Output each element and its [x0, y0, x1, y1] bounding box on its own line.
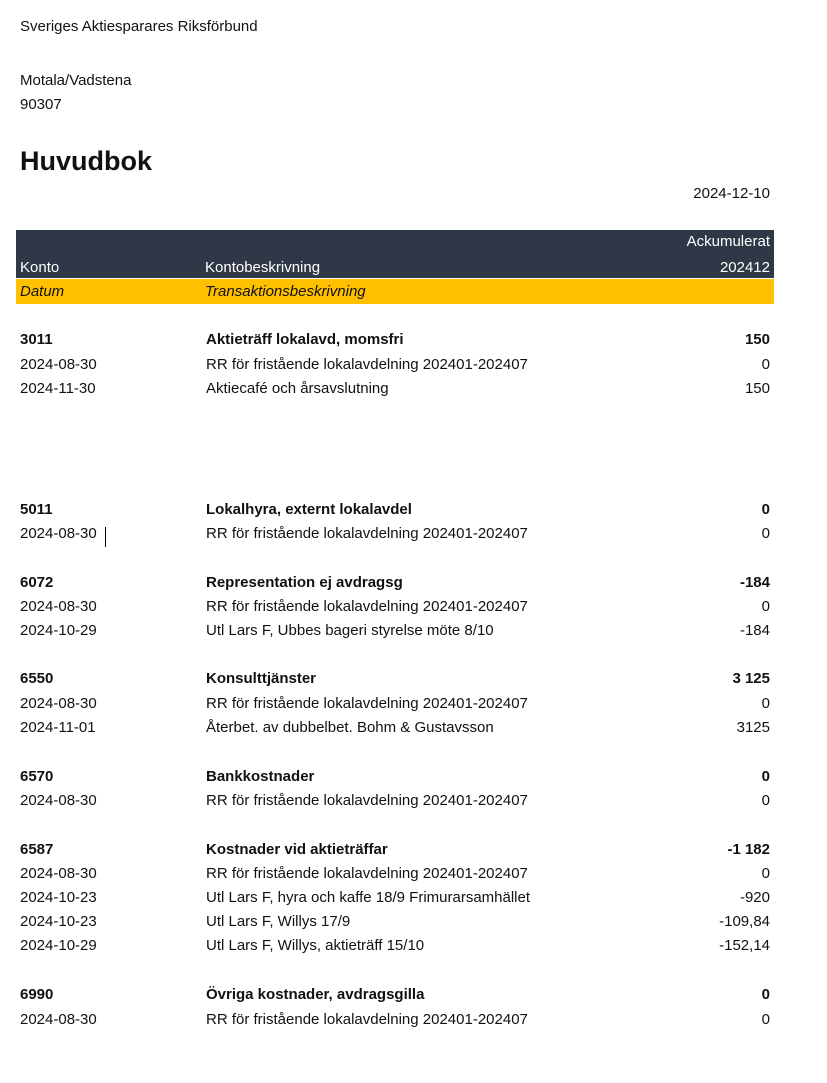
transaction-row: [20, 522, 770, 546]
account-total: 0: [761, 986, 770, 1003]
transaction-row: [20, 692, 770, 716]
transaction-amount: 3125: [736, 719, 770, 736]
account-name: Aktieträff lokalavd, momsfri: [206, 331, 404, 348]
transaction-date: 2024-11-30: [20, 380, 96, 397]
account-row: [20, 838, 770, 862]
transaction-amount: 0: [761, 598, 770, 615]
transaction-amount: 150: [744, 380, 770, 397]
transaction-desc: Återbet. av dubbelbet. Bohm & Gustavsson: [206, 719, 494, 736]
transaction-desc: RR för fristående lokalavdelning 202401-202407: [206, 792, 528, 809]
account-total: -1 182: [727, 841, 770, 858]
transaction-amount: 0: [761, 356, 770, 373]
account-name: Bankkostnader: [206, 768, 315, 785]
transaction-amount: 0: [761, 865, 770, 882]
transaction-date: 2024-10-23: [20, 913, 97, 930]
account-number: 6587: [20, 841, 54, 858]
account-total: 0: [761, 768, 770, 785]
account-name: Kostnader vid aktieträffar: [206, 841, 388, 858]
page-title: Huvudbok: [20, 146, 152, 176]
transaction-row: [20, 1008, 770, 1032]
transaction-amount: 0: [761, 792, 770, 809]
account-name: Övriga kostnader, avdragsgilla: [206, 986, 425, 1003]
transaction-row: [20, 619, 770, 643]
transaction-desc: Aktiecafé och årsavslutning: [206, 380, 389, 397]
transaction-row: [20, 934, 770, 958]
account-name: Konsulttjänster: [206, 670, 317, 687]
transaction-date: 2024-08-30: [20, 1011, 97, 1028]
transaction-desc: RR för fristående lokalavdelning 202401-202407: [206, 525, 528, 542]
table-header: [16, 230, 774, 278]
transaction-desc: RR för fristående lokalavdelning 202401-202407: [206, 598, 528, 615]
transaction-date: 2024-10-23: [20, 889, 97, 906]
account-row: [20, 667, 770, 691]
transaction-row: [20, 716, 770, 740]
transaction-amount: 0: [761, 525, 770, 542]
transaction-desc: RR för fristående lokalavdelning 202401-202407: [206, 1011, 528, 1028]
col-period: 202412: [719, 259, 770, 276]
transaction-row: [20, 377, 770, 401]
account-name: Representation ej avdragsg: [206, 574, 403, 591]
transaction-row: [20, 595, 770, 619]
account-row: [20, 983, 770, 1007]
location-name: Motala/Vadstena: [20, 72, 132, 89]
transaction-row: [20, 353, 770, 377]
account-row: [20, 571, 770, 595]
col-kontobeskrivning: Kontobeskrivning: [205, 259, 321, 276]
text-cursor: [105, 527, 106, 547]
transaction-date: 2024-10-29: [20, 622, 97, 639]
organization-name: Sveriges Aktiesparares Riksförbund: [20, 18, 258, 35]
account-total: -184: [739, 574, 770, 591]
account-number: 5011: [20, 501, 53, 518]
transaction-date: 2024-11-01: [20, 719, 96, 736]
transaction-date: 2024-10-29: [20, 937, 97, 954]
account-total: 0: [761, 501, 770, 518]
location-code: 90307: [20, 96, 62, 113]
table-subheader: [16, 279, 774, 304]
transaction-desc: Utl Lars F, Willys, aktieträff 15/10: [206, 937, 425, 954]
transaction-amount: 0: [761, 695, 770, 712]
transaction-amount: 0: [761, 1011, 770, 1028]
transaction-date: 2024-08-30: [20, 525, 97, 542]
transaction-desc: RR för fristående lokalavdelning 202401-202407: [206, 356, 528, 373]
transaction-amount: -152,14: [719, 937, 770, 954]
col-ackumulerat: Ackumulerat: [686, 233, 770, 250]
transaction-date: 2024-08-30: [20, 598, 97, 615]
account-name: Lokalhyra, externt lokalavdel: [206, 501, 412, 518]
transaction-amount: -109,84: [719, 913, 770, 930]
transaction-desc: Utl Lars F, hyra och kaffe 18/9 Frimurarsamhället: [206, 889, 531, 906]
account-total: 3 125: [732, 670, 770, 687]
account-row: [20, 328, 770, 352]
account-number: 6072: [20, 574, 54, 591]
transaction-date: 2024-08-30: [20, 865, 97, 882]
transaction-date: 2024-08-30: [20, 356, 97, 373]
col-datum: Datum: [20, 283, 65, 300]
transaction-row: [20, 910, 770, 934]
transaction-amount: -920: [739, 889, 770, 906]
transaction-desc: RR för fristående lokalavdelning 202401-202407: [206, 695, 528, 712]
transaction-desc: RR för fristående lokalavdelning 202401-202407: [206, 865, 528, 882]
transaction-row: [20, 862, 770, 886]
transaction-date: 2024-08-30: [20, 695, 97, 712]
account-number: 6570: [20, 768, 54, 785]
account-row: [20, 765, 770, 789]
account-number: 6990: [20, 986, 54, 1003]
report-date: 2024-12-10: [693, 185, 770, 202]
col-transaktionsbeskrivning: Transaktionsbeskrivning: [205, 283, 366, 300]
transaction-row: [20, 789, 770, 813]
transaction-desc: Utl Lars F, Willys 17/9: [206, 913, 351, 930]
col-konto: Konto: [20, 259, 60, 276]
account-number: 6550: [20, 670, 54, 687]
transaction-desc: Utl Lars F, Ubbes bageri styrelse möte 8/10: [206, 622, 494, 639]
location-block: [20, 69, 131, 117]
account-total: 150: [744, 331, 770, 348]
account-number: 3011: [20, 331, 53, 348]
transaction-date: 2024-08-30: [20, 792, 97, 809]
transaction-amount: -184: [739, 622, 770, 639]
transaction-row: [20, 886, 770, 910]
account-row: [20, 498, 770, 522]
